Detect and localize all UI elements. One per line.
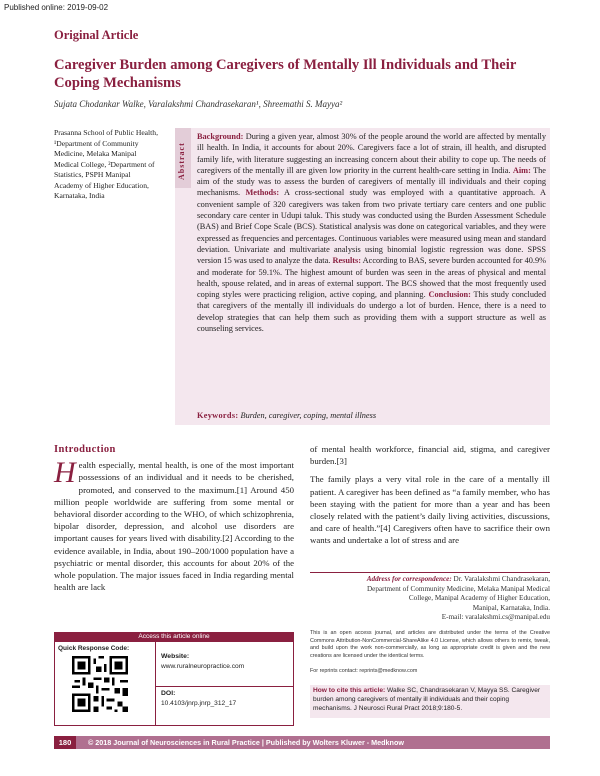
background-label: Background:: [197, 132, 244, 141]
intro-paragraph-3: The family plays a very vital role in the care of a mentally ill patient. A caregiver has been defined as “a family member, who has been staying with the patient for more than a year and has been closely related with the patient’s daily living activities, discussions, and care of health.”[4] Caregivers often have to sacrifice their own wants and undertake a lot of stress and are: [310, 474, 550, 546]
correspondence-line1: Department of Community Medicine, Melaka Manipal Medical: [366, 584, 550, 593]
footer-text: © 2018 Journal of Neurosciences in Rural Practice | Published by Wolters Kluwer - Medknow: [88, 738, 404, 747]
article-type: Original Article: [54, 28, 139, 42]
affiliation: Prasanna School of Public Health, ¹Department of Community Medicine, Melaka Manipal Medical College, ²Department of Statistics, PSPH Manipal Academy of Higher Education, Karnataka, India: [54, 128, 158, 200]
correspondence-line3: Manipal, Karnataka, India.: [472, 603, 550, 612]
conclusion-text: This study concluded that caregivers of the mentally ill individuals do undergo a lot of burden. Hence, there is a need to develop strategies that can help them such as providing them with a support structure as well as counseling services.: [197, 290, 546, 334]
results-text: According to BAS, severe burden accounted for 40.9% and moderate for 59.1%. The highest amount of burden was seen in the areas of physical and mental health, spouse related, and in areas of external support. The BCS showed that the most frequently used coping styles were practicing religion, active coping, and planning.: [197, 256, 547, 300]
access-header: Access this article online: [54, 632, 294, 642]
correspondence-email[interactable]: E-mail: varalakshmi.cs@manipal.edu: [441, 613, 550, 622]
cite-text: Walke SC, Chandrasekaran V, Mayya SS. Caregiver burden among caregivers of mentally ill individuals and their coping mechanisms. J Neurosci Rural Pract 2018;9:180-5.: [313, 687, 541, 712]
conclusion-label: Conclusion:: [428, 290, 471, 300]
access-divider-vertical: [155, 642, 156, 726]
abstract-text: [197, 131, 546, 334]
cite-label: How to cite this article:: [313, 687, 386, 694]
article-title: Caregiver Burden among Caregivers of Mentally Ill Individuals and Their Coping Mechanisms: [54, 57, 517, 91]
dropcap: H: [54, 456, 76, 490]
abstract-tab-label: Abstract: [177, 142, 186, 180]
published-date: Published online: 2019-09-02: [4, 3, 109, 12]
intro-right-column: [310, 443, 550, 553]
qr-label: Quick Response Code:: [58, 645, 130, 652]
keywords-label: Keywords:: [197, 411, 239, 420]
access-divider-horizontal: [156, 686, 294, 687]
correspondence-line2: College, Manipal Academy of Higher Education,: [408, 594, 550, 603]
website-label: Website:: [161, 653, 190, 660]
intro-left-column: [54, 444, 294, 593]
abstract-tab: [175, 128, 191, 188]
background-text: During a given year, almost 30% of the people around the world are affected by mentally ill health. In India, it accounts for about 20%. Caregivers face a lot of strain, ill health, and disrupted family life, with literature suggesting an increasing concern about their ability to cope up. The needs of caregivers of the mentally ill are given low priority in the current health-care setting in India.: [197, 132, 547, 175]
aim-text: The aim of the study was to assess the burden of caregivers of mentally ill individuals and their coping mechanisms.: [197, 165, 546, 198]
doi-label: DOI:: [161, 690, 176, 697]
keywords-text: Burden, caregiver, coping, mental illness: [240, 411, 377, 420]
aim-label: Aim:: [512, 165, 531, 175]
website-link[interactable]: www.ruralneuropractice.com: [161, 663, 245, 670]
methods-text: A cross-sectional study was employed with a quantitative approach. A convenient sample of 320 caregivers was taken from two private tertiary care centers and one public secondary care center in Udupi taluk. This study was conducted using the Burden Assessment Schedule (BAS) and Brief Cope Scale (BCS). Statistical analysis was done on categorical variables, and they were expressed as frequencies and percentages. Continuous variables were measured using mean and standard deviation. Univariate and multivariate analysis using binomial logistic regression was done. SPSS version 15 was used to analyze the data.: [197, 188, 547, 266]
methods-label: Methods:: [245, 188, 280, 198]
license-text: This is an open access journal, and articles are distributed under the terms of the Creative Commons Attribution-NonCommercial-ShareAlike 4.0 License, which allows others to remix, tweak, and build upon the work non-commercially, as long as appropriate credit is given and the new creations are licensed under the identical terms.: [310, 630, 550, 659]
results-label: Results:: [332, 256, 362, 266]
correspondence-name: Dr. Varalakshmi Chandrasekaran,: [453, 575, 550, 583]
author-list: Sujata Chodankar Walke, Varalakshmi Chandrasekaran¹, Shreemathi S. Mayya²: [54, 99, 343, 109]
reprints-contact: For reprints contact: reprints@medknow.com: [310, 668, 418, 674]
keywords: [197, 411, 546, 420]
intro-paragraph-2: of mental health workforce, financial aid, stigma, and caregiver burden.[3]: [310, 444, 550, 467]
cite-box: [310, 685, 550, 718]
doi-link[interactable]: 10.4103/jnrp.jnrp_312_17: [161, 700, 237, 707]
page-number: 180: [54, 736, 76, 749]
correspondence-block: [310, 572, 550, 623]
correspondence-label: Address for correspondence:: [366, 575, 452, 583]
qr-code-icon[interactable]: [72, 656, 128, 712]
introduction-heading: Introduction: [54, 444, 116, 455]
intro-paragraph-1: ealth especially, mental health, is one of the most important possessions of an individual and it needs to be cherished, promoted, and conserved to the maximum.[1] Around 450 million people worldwide are suffering from some mental or behavioral disorder according to the WHO, of which schizophrenia, bipolar disorder, depression, and alcohol use disorders are important causes for years lived with disability.[2] According to the evidence available, in India, about 190–200/1000 population have a psychiatric or mental disorder, this accounts for about 20% of the whole population. The major issues faced in India regarding mental health are lack: [54, 460, 294, 593]
